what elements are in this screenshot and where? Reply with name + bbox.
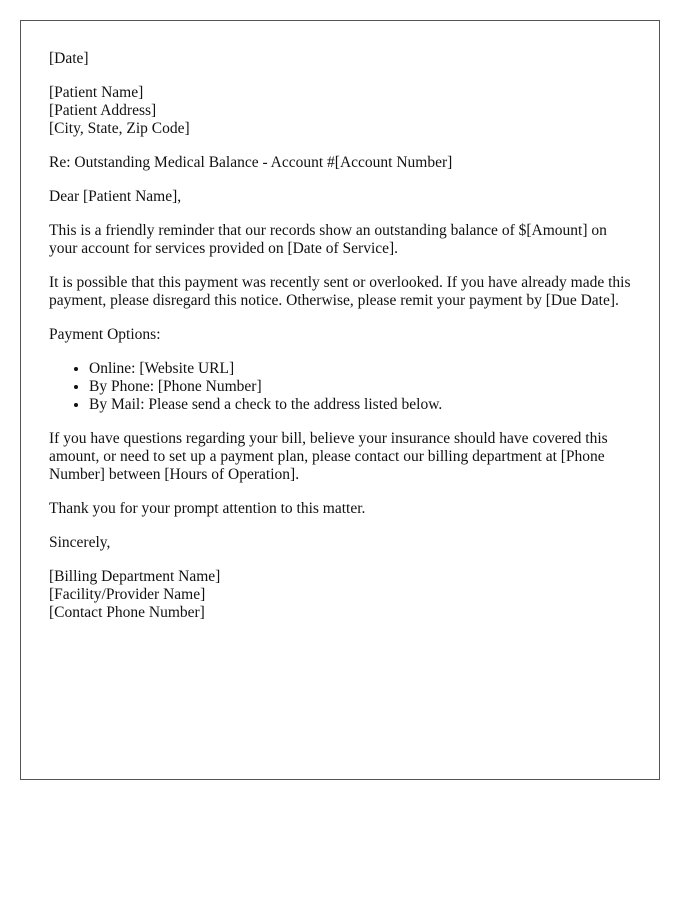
signature-phone: [Contact Phone Number] — [49, 604, 205, 621]
payment-option-online: • Online: [Website URL] — [89, 360, 631, 378]
balance-reminder-paragraph: This is a friendly reminder that our records show an outstanding balance of $[Amount] on your account for services provided on [Date of Service]. — [49, 222, 607, 257]
payment-option-phone: • By Phone: [Phone Number] — [89, 378, 631, 396]
recipient-name: [Patient Name] — [49, 84, 144, 101]
payment-options-list — [49, 360, 631, 414]
letter-date: [Date] — [49, 50, 89, 67]
thank-you-line: Thank you for your prompt attention to this matter. — [49, 500, 366, 517]
letter-page — [20, 20, 660, 780]
signature-facility: [Facility/Provider Name] — [49, 586, 206, 603]
recipient-city-state-zip: [City, State, Zip Code] — [49, 120, 190, 137]
signature-department: [Billing Department Name] — [49, 568, 221, 585]
recipient-address: [Patient Address] — [49, 102, 157, 119]
letter-closing: Sincerely, — [49, 534, 111, 551]
recipient-address-block — [49, 84, 631, 138]
remit-payment-paragraph: It is possible that this payment was recently sent or overlooked. If you have already made this payment, please disregard this notice. Otherwise, please remit your payment by [Due Date]. — [49, 274, 631, 309]
signature-block — [49, 568, 631, 622]
letter-salutation: Dear [Patient Name], — [49, 188, 182, 205]
payment-option-mail: • By Mail: Please send a check to the address listed below. — [89, 396, 631, 414]
letter-subject: Re: Outstanding Medical Balance - Account #[Account Number] — [49, 154, 453, 171]
payment-options-heading: Payment Options: — [49, 326, 161, 343]
billing-contact-paragraph: If you have questions regarding your bill, believe your insurance should have covered this amount, or need to set up a payment plan, please contact our billing department at [Phone Number] between [Hours of Operation]. — [49, 430, 608, 483]
